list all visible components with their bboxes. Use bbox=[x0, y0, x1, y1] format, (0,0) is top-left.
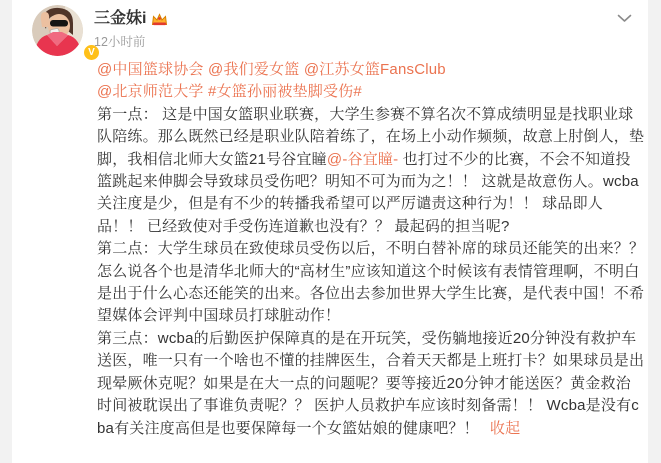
mention-link-cba[interactable]: @中国篮球协会 bbox=[97, 61, 204, 78]
mention-link-gu-yitong[interactable]: @-谷宜瞳- bbox=[326, 150, 399, 168]
collapse-post-link[interactable]: 收起 bbox=[489, 419, 521, 437]
post-menu-button[interactable] bbox=[615, 8, 634, 30]
mention-link-we-love-womens-basketball[interactable]: @我们爱女篮 bbox=[208, 61, 300, 78]
post-paragraph-3 bbox=[97, 328, 645, 440]
username[interactable]: 三金妹i bbox=[94, 10, 147, 27]
verified-v-badge-icon: V bbox=[82, 43, 101, 62]
paragraph-1-text-before: 第一点： 这是中国女篮职业联赛，大学生参赛不算名次不算成绩明显是找职业球队陪练。那么既然已经是职业队陪着练了，在场上小动作频频，故意上肘倒人，垫脚，我相信北师大女篮21号谷宜瞳 bbox=[97, 105, 645, 168]
user-profile-photo-icon bbox=[32, 5, 83, 56]
avatar[interactable] bbox=[32, 5, 95, 58]
hashtag-link[interactable]: #女篮孙丽被垫脚受伤# bbox=[208, 83, 362, 101]
mention-link-bnu[interactable]: @北京师范大学 bbox=[97, 83, 204, 101]
post-paragraph-1 bbox=[97, 104, 645, 238]
mention-line-1 bbox=[97, 59, 645, 81]
mention-link-jiangsu-fansclub[interactable]: @江苏女篮FansClub bbox=[303, 61, 446, 78]
mention-line-2 bbox=[97, 81, 645, 103]
weibo-post-card bbox=[12, 0, 648, 463]
chevron-down-icon bbox=[617, 14, 632, 23]
post-timestamp: 12小时前 bbox=[94, 35, 146, 49]
post-header bbox=[94, 10, 168, 49]
paragraph-1-text-after: 也打过不少的比赛，不会不知道投篮跳起来伸脚会导致球员受伤吧？明知不可为而为之！！ 这就是故意伤人。wcba关注度是少，但是有不少的转播我希望可以严厉谴责这种行为！！ 球品即人品！！ 已经致使对手受伤连道歉也没有？？ 最起码的担当呢? bbox=[97, 150, 639, 235]
paragraph-3-text: 第三点：wcba的后勤医护保障真的是在开玩笑，受伤躺地接近20分钟没有救护车送医，唯一只有一个啥也不懂的挂牌医生，合着天天都是上班打卡？如果球员是出现晕厥休克呢？如果是在大一点的问题呢？要等接近20分钟才能送医？黄金救治时间被耽误出了事谁负责呢？？ 医护人员救护车应该时刻备需！！ Wcba是没有cba有关注度高但是也要保障每一个女篮姑娘的健康吧？！ bbox=[97, 329, 645, 437]
post-content bbox=[97, 59, 645, 440]
vip-crown-icon bbox=[151, 13, 168, 27]
post-paragraph-2: 第二点：大学生球员在致使球员受伤以后，不明白替补席的球员还能笑的出来？？ 怎么说各个也是清华北师大的“高材生”应该知道这个时候该有表情管理啊，不明白是出于什么心态还能笑的出来。各位出去参加世界大学生比赛，是代表中国！不希望媒体会评判中国球员打球脏动作！ bbox=[97, 240, 645, 325]
